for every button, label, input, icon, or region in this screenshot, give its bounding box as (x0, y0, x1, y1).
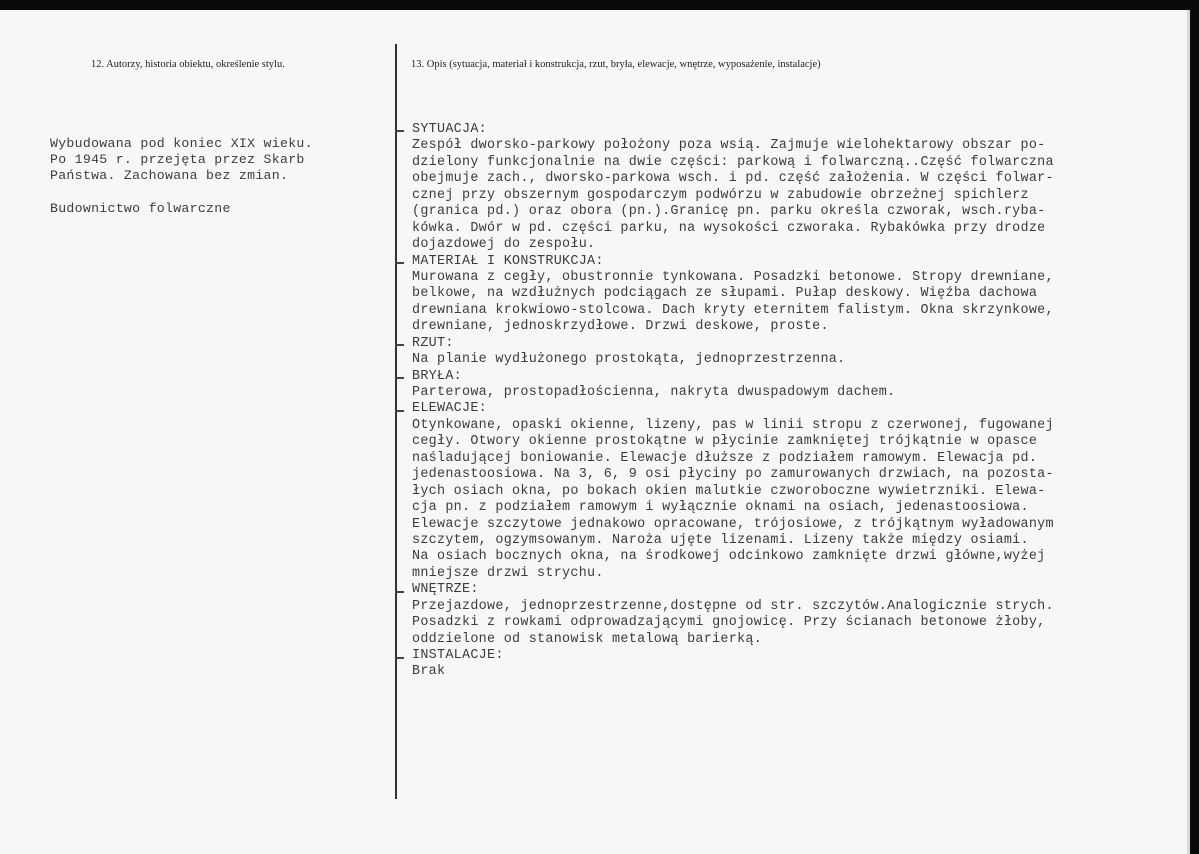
history-line: Wybudowana pod koniec XIX wieku. (50, 136, 313, 151)
description-line: jedenastoosiowa. Na 3, 6, 9 osi płyciny po zamurowanych drzwiach, na pozosta- (412, 467, 1054, 483)
section-heading: MATERIAŁ I KONSTRUKCJA: (412, 253, 604, 269)
description-line: Posadzki z rowkami odprowadzającymi gnojowicę. Przy ścianach betonowe żłoby, (412, 615, 1046, 631)
description-line: dzielony funkcjonalnie na dwie części: parkową i folwarczną..Część folwarczna (412, 154, 1054, 170)
description-line: naśladującej boniowanie. Elewacje dłuższe z podziałem ramowym. Elewacja pd. (412, 450, 1038, 466)
section-tick (395, 130, 404, 132)
description-line: łych osiach okna, po bokach okien malutkie czworoboczne wywietrzniki. Elewa- (412, 483, 1046, 499)
description-line: Na planie wydłużonego prostokąta, jednoprzestrzenna. (412, 352, 846, 368)
section-heading: ELEWACJE: (412, 401, 488, 417)
description-line: Brak (412, 664, 446, 680)
description-line: cegły. Otwory okienne prostokątne w płycinie zamkniętej trójkątnie w opasce (412, 434, 1038, 450)
description-line: Przejazdowe, jednoprzestrzenne,dostępne od str. szczytów.Analogicznie strych. (412, 598, 1054, 614)
description-text-block (412, 122, 1054, 681)
description-line: drewniane, jednoskrzydłowe. Drzwi deskowe, proste. (412, 319, 829, 335)
left-column-heading: 12. Autorzy, historia obiektu, określenie stylu. (91, 59, 285, 70)
column-divider (395, 44, 397, 799)
description-line: cznej przy obszernym gospodarczym podwórzu w zabudowie obrzeżnej spichlerz (412, 187, 1029, 203)
history-line: Po 1945 r. przejęta przez Skarb (50, 152, 305, 168)
section-tick (395, 591, 404, 593)
description-line: oddzielone od stanowisk metalową barierką. (412, 631, 763, 647)
right-column-heading: 13. Opis (sytuacja, materiał i konstrukcja, rzut, bryła, elewacje, wnętrze, wyposażenie, instalacje) (411, 59, 821, 70)
description-line: Parterowa, prostopadłościenna, nakryta dwuspadowym dachem. (412, 385, 896, 400)
description-line: drewniana krokwiowo-stolcowa. Dach kryty eternitem falistym. Okna skrzynkowe, (412, 302, 1054, 318)
description-line: (granica pd.) oraz obora (pn.).Granicę pn. parku określa czworak, wsch.ryba- (412, 204, 1046, 220)
history-line (50, 185, 313, 201)
history-line: Budownictwo folwarczne (50, 200, 231, 216)
description-line: mniejsze drzwi strychu. (412, 565, 604, 581)
description-line: belkowe, na wzdłużnych podciągach ze słupami. Pułap deskowy. Więźba dachowa (412, 286, 1038, 302)
description-line: dojazdowej do zespołu. (412, 237, 596, 253)
scan-right-edge (1187, 10, 1190, 854)
description-line: obejmuje zach., dworsko-parkowa wsch. i pd. część założenia. W części folwar- (412, 171, 1054, 187)
scan-right-border (1190, 0, 1199, 854)
section-tick (395, 410, 404, 412)
section-heading: RZUT: (412, 335, 454, 351)
section-heading: WNĘTRZE: (412, 582, 479, 598)
scan-top-border (0, 0, 1199, 10)
description-line: kówka. Dwór w pd. części parku, na wysokości czworaka. Rybakówka przy drodze (412, 220, 1046, 236)
section-tick (395, 657, 404, 659)
section-heading: SYTUACJA: (412, 122, 488, 137)
description-line: Murowana z cegły, obustronnie tynkowana. Posadzki betonowe. Stropy drewniane, (412, 269, 1054, 285)
description-line: Otynkowane, opaski okienne, lizeny, pas w linii stropu z czerwonej, fugowanej (412, 417, 1054, 433)
description-line: szczytem, ogzymsowanym. Naroża ujęte lizenami. Lizeny także między osiami. (412, 532, 1029, 548)
description-line: cja pn. z podziałem ramowym i wyłącznie oknami na osiach, jedenastoosiowa. (412, 500, 1029, 516)
section-tick (395, 344, 404, 346)
section-heading: BRYŁA: (412, 368, 463, 384)
section-heading: INSTALACJE: (412, 648, 504, 663)
description-line: Zespół dworsko-parkowy położony poza wsią. Zajmuje wielohektarowy obszar po- (412, 138, 1046, 154)
section-tick (395, 377, 404, 379)
section-tick (395, 262, 404, 264)
history-line: Państwa. Zachowana bez zmian. (50, 168, 289, 184)
history-text-block (50, 136, 313, 217)
description-line: Elewacje szczytowe jednakowo opracowane, trójosiowe, z trójkątnym wyładowanym (412, 516, 1054, 532)
description-line: Na osiach bocznych okna, na środkowej odcinkowo zamknięte drzwi główne,wyżej (412, 549, 1046, 565)
